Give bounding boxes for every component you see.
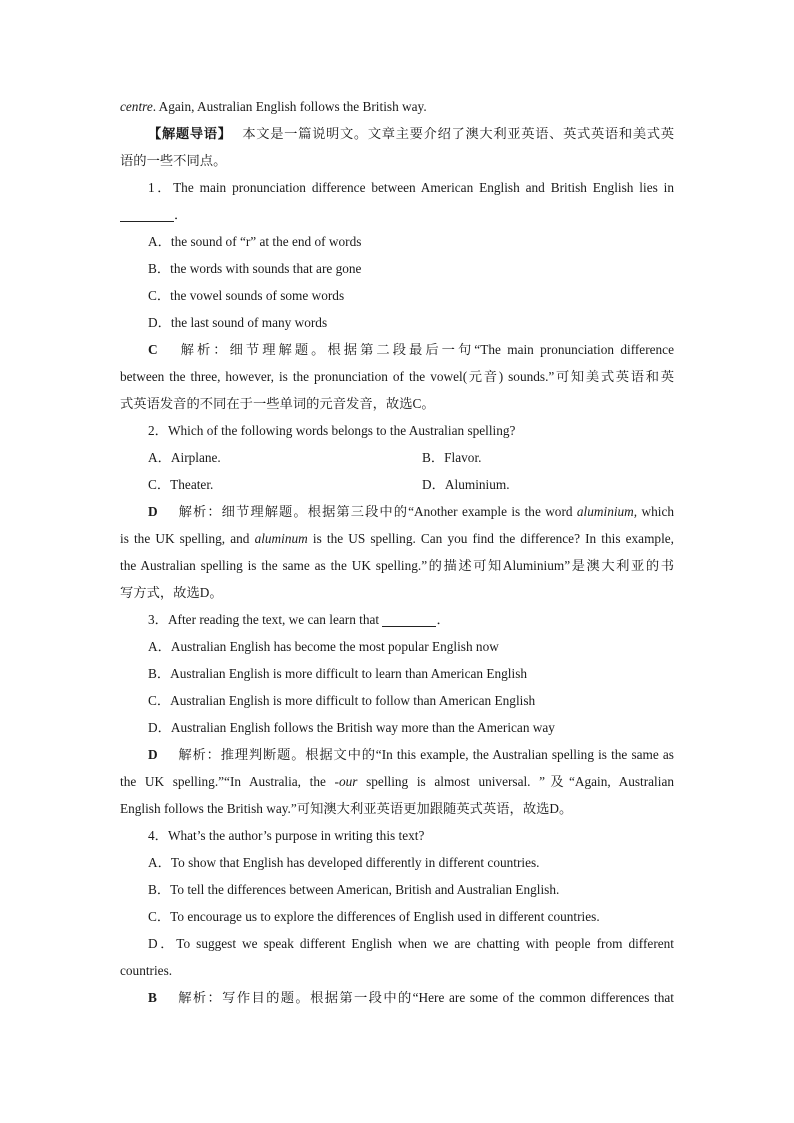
q3-option-d: D．Australian English follows the British way more than the American way bbox=[148, 720, 555, 735]
italic-word: centre bbox=[120, 99, 153, 114]
q2-option-a: A．Airplane. bbox=[148, 450, 221, 465]
q4-explanation-1: B 解析：写作目的题。根据第一段中的“Here are some of the common differences that bbox=[148, 990, 674, 1005]
q3-explanation-1: D 解析：推理判断题。根据文中的“In this example, the Australian spelling is the same as bbox=[148, 747, 674, 762]
q1-option-d: D．the last sound of many words bbox=[148, 315, 328, 330]
q1-option-b: B．the words with sounds that are gone bbox=[148, 261, 362, 276]
guide-line-2: 语的一些不同点。 bbox=[120, 153, 227, 168]
guide-label: 【解题导语】 bbox=[148, 126, 232, 141]
q3-option-a: A．Australian English has become the most popular English now bbox=[148, 639, 499, 654]
q1-stem: 1．The main pronunciation difference between American English and British English lies in bbox=[148, 180, 674, 195]
q2-stem: 2．Which of the following words belongs to the Australian spelling? bbox=[148, 423, 516, 438]
answer-blank bbox=[120, 207, 174, 222]
q3-answer: D bbox=[148, 747, 158, 762]
q4-option-c: C．To encourage us to explore the differences of English used in different countries. bbox=[148, 909, 600, 924]
q4-answer: B bbox=[148, 990, 157, 1005]
q2-explanation-1: D 解析：细节理解题。根据第三段中的“Another example is the word aluminium, which bbox=[148, 504, 674, 519]
document-page bbox=[120, 93, 674, 1011]
q3-explanation-3: English follows the British way.”可知澳大利亚英语更加跟随英式英语，故选D。 bbox=[120, 801, 573, 816]
q3-explanation-2: the UK spelling.”“In Australia, the -our spelling is almost universal. ”及“Again, Australian bbox=[120, 774, 674, 789]
q2-explanation-4: 写方式，故选D。 bbox=[120, 585, 223, 600]
intro-line-1: centre. Again, Australian English follows the British way. bbox=[120, 99, 427, 114]
q4-option-d: D．To suggest we speak different English when we are chatting with people from different bbox=[148, 936, 674, 951]
q2-options-row-2 bbox=[120, 471, 674, 498]
q3-option-c: C．Australian English is more difficult to follow than American English bbox=[148, 693, 536, 708]
q1-answer: C bbox=[148, 342, 158, 357]
q2-option-c: C．Theater. bbox=[148, 477, 214, 492]
q4-option-b: B．To tell the differences between American, British and Australian English. bbox=[148, 882, 560, 897]
q3-option-b: B．Australian English is more difficult to learn than American English bbox=[148, 666, 528, 681]
q2-option-b: B．Flavor. bbox=[422, 450, 482, 465]
q2-answer: D bbox=[148, 504, 158, 519]
q2-explanation-2: is the UK spelling, and aluminum is the US spelling. Can you find the difference? In this example, bbox=[120, 531, 674, 546]
q2-option-d: D．Aluminium. bbox=[422, 477, 510, 492]
q2-options-row-1 bbox=[120, 444, 674, 471]
q1-stem-blank: ． bbox=[120, 201, 674, 228]
q4-stem: 4．What’s the author’s purpose in writing this text? bbox=[148, 828, 425, 843]
q3-stem: 3．After reading the text, we can learn that ． bbox=[148, 612, 450, 627]
q4-option-d-cont: countries. bbox=[120, 963, 173, 978]
q1-explanation-3: 式英语发音的不同在于一些单词的元音发音，故选C。 bbox=[120, 396, 435, 411]
q1-option-c: C．the vowel sounds of some words bbox=[148, 288, 345, 303]
q1-explanation-1: C 解析：细节理解题。根据第二段最后一句“The main pronunciation difference bbox=[148, 342, 674, 357]
q2-explanation-3: the Australian spelling is the same as the UK spelling.”的描述可知Aluminium”是澳大利亚的书 bbox=[120, 558, 674, 573]
guide-line-1 bbox=[120, 120, 674, 147]
q1-option-a: A．the sound of “r” at the end of words bbox=[148, 234, 362, 249]
q1-explanation-2: between the three, however, is the pronunciation of the vowel(元音) sounds.”可知美式英语和英 bbox=[120, 369, 674, 384]
q4-option-a: A．To show that English has developed differently in different countries. bbox=[148, 855, 540, 870]
answer-blank bbox=[382, 612, 436, 627]
guide-text: 本文是一篇说明文。文章主要介绍了澳大利亚英语、英式英语和美式英 bbox=[241, 126, 674, 141]
